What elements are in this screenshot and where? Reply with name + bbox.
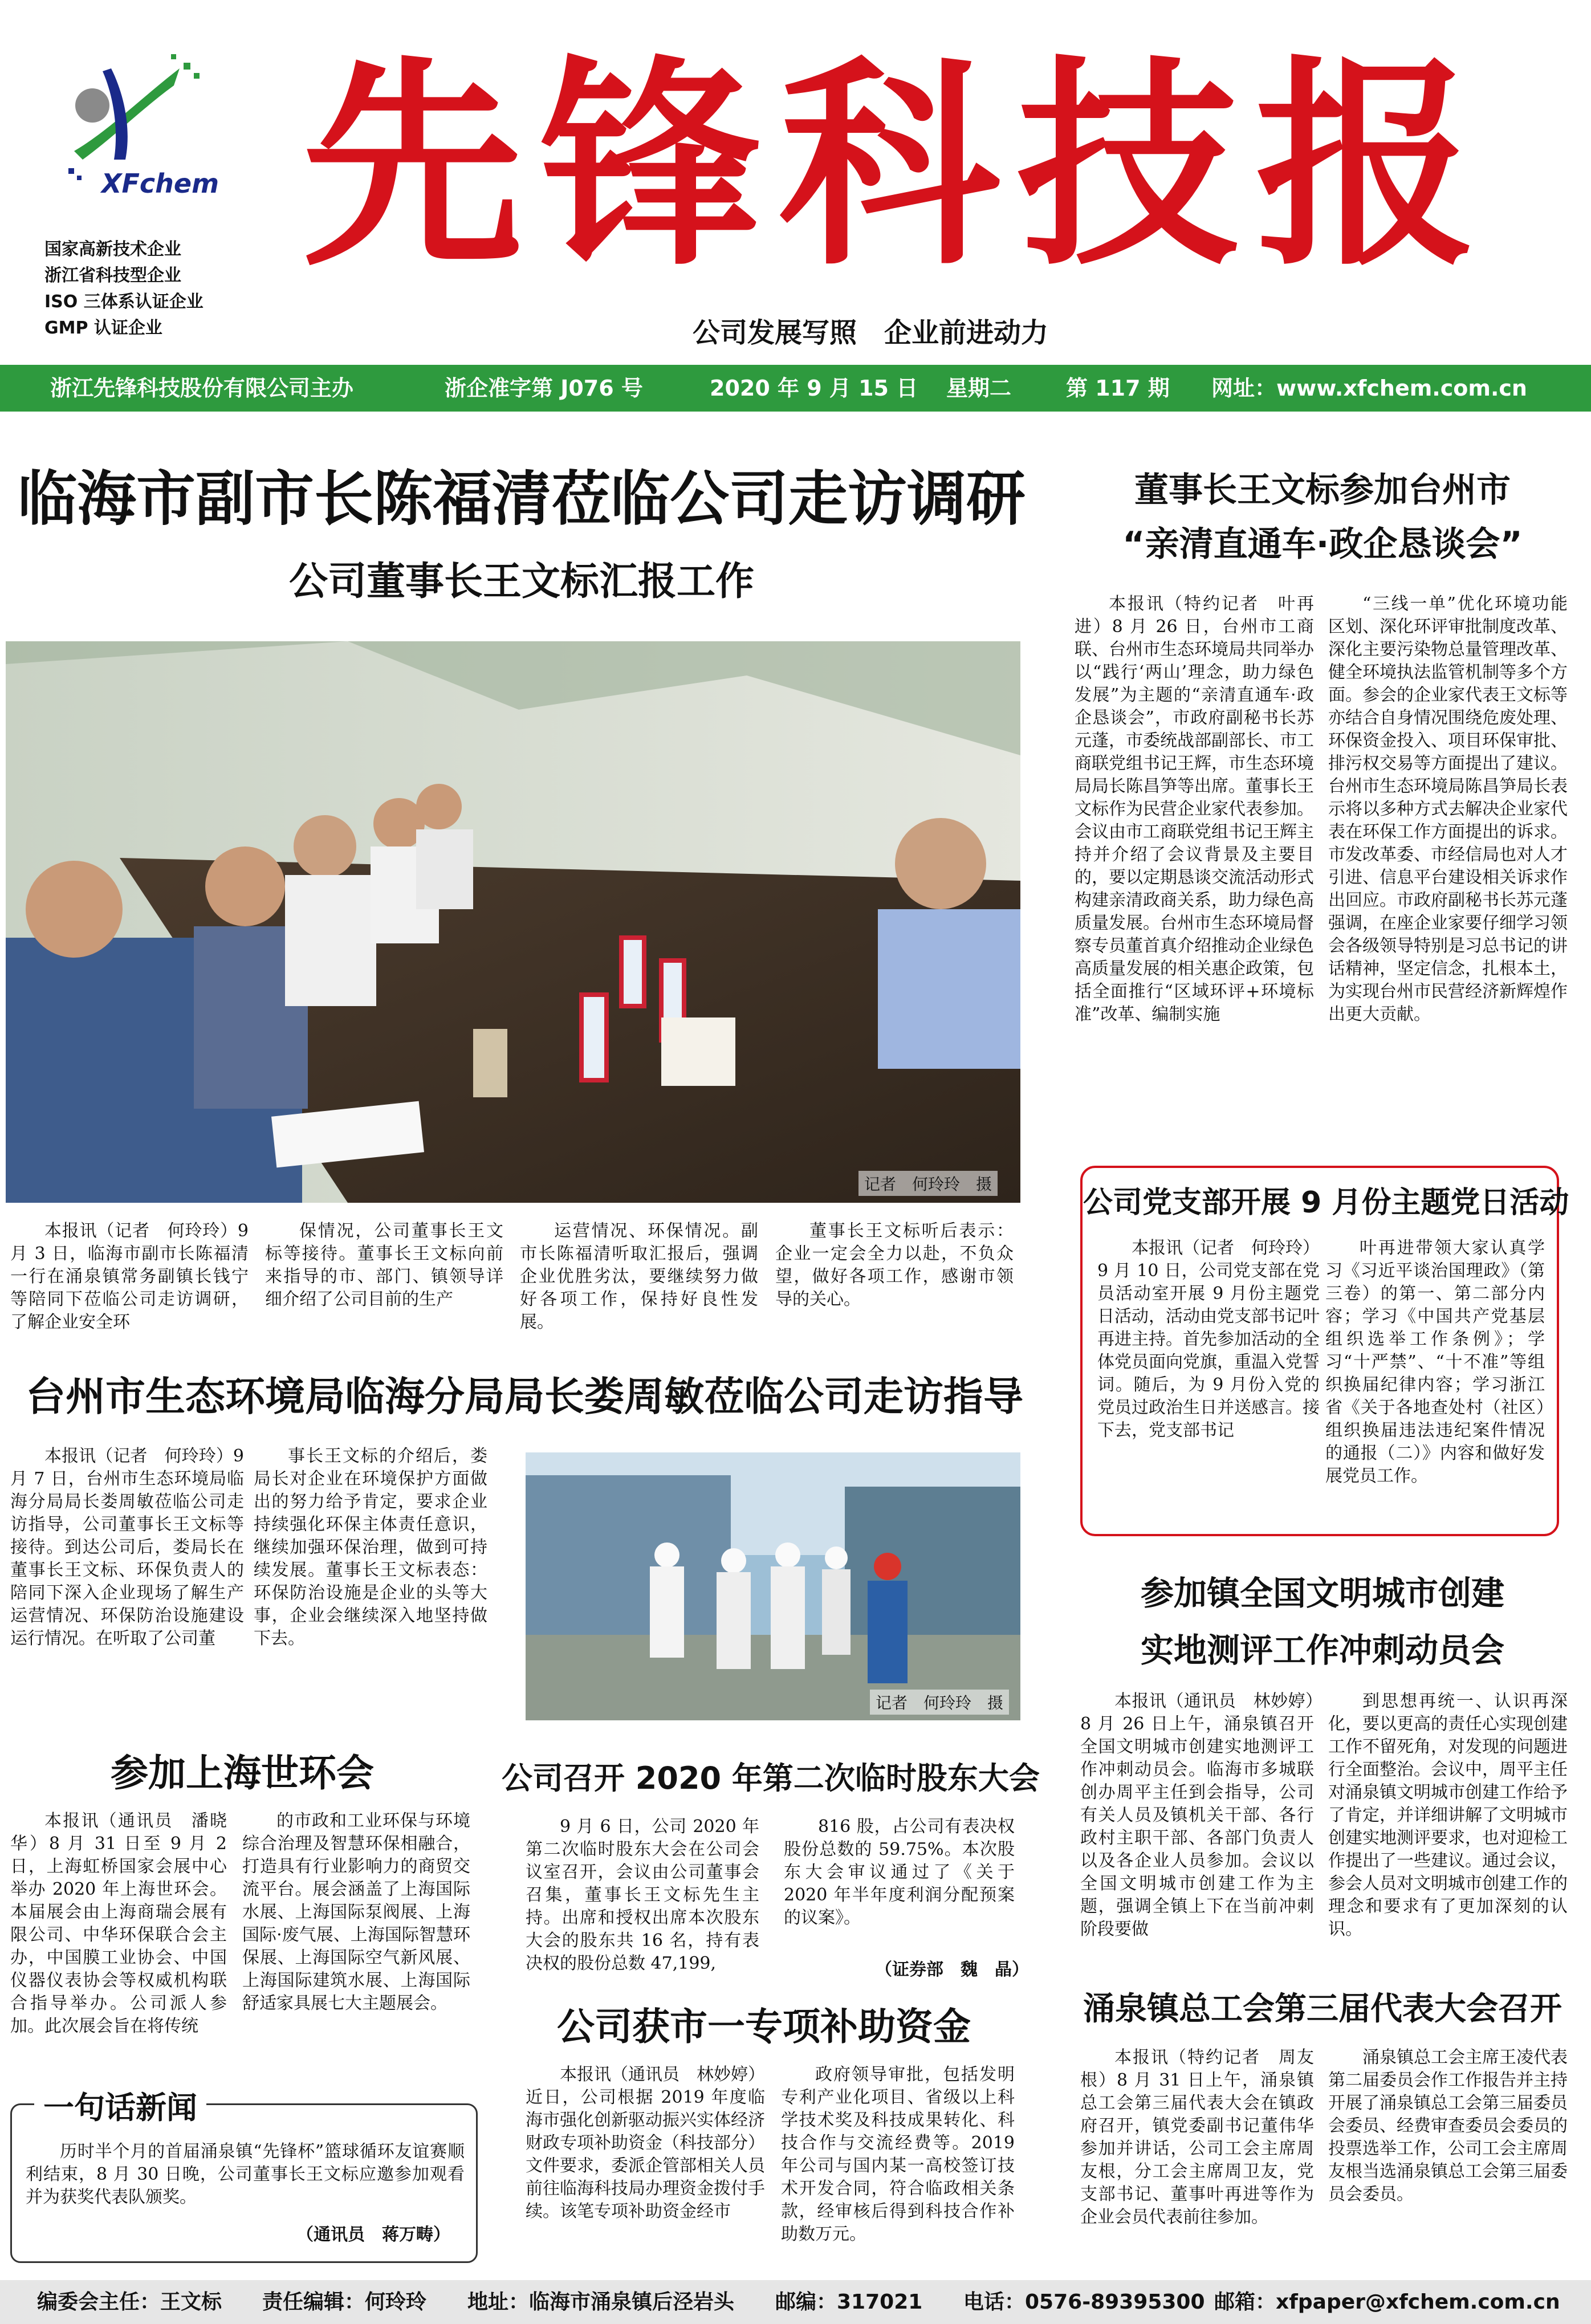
party-text-1: 本报讯（记者 何玲玲）9 月 10 日，公司党支部在党员活动室开展 9 月份主题党日活动，活动由党支部书记叶再进主持。首先参加活动的全体党员面向党旗，重温入党誓词。随后，为 9 月份入党的党员过政治生日并送感言。接下去，党支部书记 <box>1097 1238 1320 1440</box>
expo-text-1: 本报讯（通讯员 潘晓华）8 月 31 日至 9 月 2 日，上海虹桥国家会展中心举办 2020 年上海世环会。本届展会由上海商瑞会展有限公司、中华环保联合会主办，中国膜工业协会、中国仪器仪表协会等权威机构联合指导举办。公司派人参加。此次展会旨在将传统 <box>10 1811 227 2036</box>
meeting-photo-image <box>6 641 1020 1203</box>
qualification-item: GMP 认证企业 <box>44 318 162 338</box>
qualification-item: ISO 三体系认证企业 <box>44 292 204 312</box>
lead-text-1: 本报讯（记者 何玲玲）9 月 3 日，临海市副市长陈福清一行在涌泉镇常务副镇长钱宁等陪同下莅临公司走访调研，了解企业安全环 <box>10 1221 249 1332</box>
second-text-1: 本报讯（记者 何玲玲）9 月 7 日，台州市生态环境局临海分局局长娄周敏莅临公司走访指导，公司董事长王文标等接待。到达公司后，娄局长在董事长王文标、环保负责人的陪同下深入企业现场了解生产运营情况、环保防治设施建设运行情况。在听取了公司董 <box>10 1446 244 1649</box>
civil-text-1: 本报讯（通讯员 林妙婷）8 月 26 日上午，涌泉镇召开全国文明城市创建实地测评工作冲刺动员会。临海市多城联创办周平主任到会指导，公司有关人员及镇机关干部、各行政村主职干部、各部门负责人以及各企业人员参加。会议以全国文明城市创建工作为主题，强调全镇上下在当前冲刺阶段要做 <box>1080 1691 1314 1939</box>
site-visit-photo-image <box>526 1452 1020 1720</box>
logo <box>57 46 228 217</box>
union-column-1 <box>1080 2046 1314 2263</box>
party-text-2: 叶再进带领大家认真学习《习近平谈治国理政》（第三卷）的第一、第二部分内容；学习《中国共产党基层组织选举工作条例》；学习“十严禁”、“十不准”等组织换届纪律内容；学习浙江省《关于各地查处村（社区）组织换届违法违纪案件情况的通报（二）》内容和做好发展党员工作。 <box>1325 1238 1545 1486</box>
subsidy-column-2 <box>781 2063 1015 2263</box>
publisher: 浙江先锋科技股份有限公司主办 <box>50 376 354 401</box>
footer-postcode: 邮编：317021 <box>775 2290 923 2314</box>
footer-address: 地址：临海市涌泉镇后泾岩头 <box>467 2290 735 2314</box>
qualification-item: 浙江省科技型企业 <box>44 266 181 286</box>
expo-text-2: 的市政和工业环保与环境综合治理及智慧环保相融合，打造具有行业影响力的商贸交流平台。展会涵盖了上海国际水展、上海国际泵阀展、上海国际·废气展、上海国际智慧环保展、上海国际空气新风展、上海国际建筑水展、上海国际舒适家具展七大主题展会。 <box>242 1811 470 2013</box>
website: 网址：www.xfchem.com.cn <box>1211 376 1527 401</box>
shareholder-headline: 公司召开 2020 年第二次临时股东大会 <box>502 1760 1040 1796</box>
subsidy-text-2: 政府领导审批，包括发明专利产业化项目、省级以上科学技术奖及科技成果转化、科技合作与交流经费等。2019 年公司与国内某一高校签订技术开发合同，符合临政相关条款，经审核后得到科技合作补助数万元。 <box>781 2065 1015 2244</box>
news-box-byline: （通讯员 蒋万畴） <box>296 2225 450 2245</box>
lead-column-2 <box>265 1220 503 1311</box>
right-top-text-2: “三线一单”优化环境功能区划、深化环评审批制度改革、深化主要污染物总量管理改革、健全环境执法监管机制等多个方面。参会的企业家代表王文标等亦结合自身情况围绕危废处理、环保资金投入、项目环保审批、排污权交易等方面提出了建议。台州市生态环境局陈昌笋局长表示将以多种方式去解决企业家代表在环保工作方面提出的诉求。市发改革委、市经信局也对人才引进、信息平台建设相关诉求作出回应。市政府副秘书长苏元蓬强调，在座企业家要仔细学习领会各级领导特别是习总书记的讲话精神，坚定信念，扎根本土，为实现台州市民营经济新辉煌作出更大贡献。 <box>1328 594 1568 1024</box>
permit: 浙企准字第 J076 号 <box>445 376 643 401</box>
second-column-1 <box>10 1445 244 1713</box>
party-column-2 <box>1325 1237 1545 1522</box>
civil-column-2 <box>1328 1690 1568 1964</box>
second-photo-credit: 记者 何玲玲 摄 <box>870 1690 1009 1715</box>
lead-column-3 <box>520 1220 758 1332</box>
slogan: 公司发展写照 企业前进动力 <box>693 317 1049 349</box>
shareholder-text-1: 9 月 6 日，公司 2020 年第二次临时股东大会在公司会议室召开，会议由公司董事会召集，董事长王文标先生主持。出席和授权出席本次股东大会的股东共 16 名，持有表决权的股份总数 47,199, <box>526 1817 759 1973</box>
lead-photo <box>6 641 1020 1203</box>
qualification-item: 国家高新技术企业 <box>44 239 181 259</box>
news-box-body <box>26 2140 465 2209</box>
lead-photo-credit: 记者 何玲玲 摄 <box>858 1171 998 1196</box>
party-headline: 公司党支部开展 9 月份主题党日活动 <box>1083 1186 1569 1220</box>
civil-column-1 <box>1080 1690 1314 1964</box>
second-column-2 <box>254 1445 487 1713</box>
weekday: 星期二 <box>946 376 1012 401</box>
expo-headline: 参加上海世环会 <box>111 1751 374 1795</box>
right-top-text-1: 本报讯（特约记者 叶再进）8 月 26 日，台州市工商联、台州市生态环境局共同举办以“践行‘两山’理念，助力绿色发展”为主题的“亲清直通车·政企恳谈会”，市政府副秘书长苏元蓬，市委统战部副部长、市工商联党组书记王辉，市生态环境局局长陈昌笋等出席。董事长王文标作为民营企业家代表参加。会议由市工商联党组书记王辉主持并介绍了会议背景及主要目的，要以定期恳谈交流活动形式构建亲清政商关系，助力绿色高质量发展。台州市生态环境局督察专员董首真介绍推动企业绿色高质量发展的相关惠企政策，包括全面推行“区域环评+环境标准”改革、编制实施 <box>1075 594 1314 1024</box>
civil-headline-2: 实地测评工作冲刺动员会 <box>1140 1631 1504 1670</box>
shareholder-text-2: 816 股，占公司有表决权股份总数的 59.75%。本次股东大会审议通过了《关于 2020 年半年度利润分配预案的议案》。 <box>784 1817 1015 1928</box>
union-text-2: 涌泉镇总工会主席王凌代表第二届委员会作工作报告并主持开展了涌泉镇总工会第三届委员会委员、经费审查委员会委员的投票选举工作，公司工会主席周友根当选涌泉镇总工会第三届委员会委员。 <box>1328 2048 1568 2204</box>
right-top-headline-1: 董事长王文标参加台州市 <box>1134 470 1511 510</box>
union-text-1: 本报讯（特约记者 周友根）8 月 31 日上午，涌泉镇总工会第三届代表大会在镇政府召开，镇党委副书记董伟华参加并讲话，公司工会主席周友根，分工会主席周卫友，党支部书记、董事叶再进等作为企业会员代表前往参加。 <box>1080 2048 1314 2227</box>
footer-editor: 责任编辑：何玲玲 <box>262 2290 427 2314</box>
union-headline: 涌泉镇总工会第三届代表大会召开 <box>1083 1991 1562 2028</box>
news-box-text: 历时半个月的首届涌泉镇“先锋杯”篮球循环友谊赛顺利结束，8 月 30 日晚，公司董事长王文标应邀参加观看并为获奖代表队颁奖。 <box>26 2142 465 2207</box>
news-box-title: 一句话新闻 <box>34 2091 206 2125</box>
shareholder-column-2 <box>784 1816 1015 1930</box>
subsidy-column-1 <box>526 2063 765 2263</box>
second-text-2: 事长王文标的介绍后，娄局长对企业在环境保护方面做出的努力给予肯定，要求企业持续强化环保主体责任意识，继续加强环保治理，做到可持续发展。董事长王文标表态：环保防治设施是企业的头等大事，企业会继续深入地坚持做下去。 <box>254 1446 487 1649</box>
logo-text: XFchem <box>101 168 219 199</box>
party-column-1 <box>1097 1237 1320 1522</box>
footer-editor-in-chief: 编委会主任：王文标 <box>37 2290 222 2314</box>
lead-column-4 <box>775 1220 1014 1311</box>
lead-text-4: 董事长王文标听后表示：企业一定会全力以赴，不负众望，做好各项工作，感谢市领导的关心。 <box>775 1221 1014 1309</box>
lead-text-3: 运营情况、环保情况。副市长陈福清听取汇报后，强调企业优胜劣汰，要继续努力做好各项工作，保持好良性发展。 <box>520 1221 758 1332</box>
expo-column-2 <box>242 1810 470 2089</box>
civil-text-2: 到思想再统一、认识再深化，要以更高的责任心实现创建工作不留死角，对发现的问题进行全面整治。会议中，周平主任对涌泉镇文明城市创建工作给予了肯定，并详细讲解了文明城市创建实地测评要求，也对迎检工作提出了一些建议。通过会议，参会人员对文明城市创建工作的理念和要求有了更加深刻的认识。 <box>1328 1691 1568 1939</box>
footer-email: 邮箱：xfpaper@xfchem.com.cn <box>1214 2290 1560 2314</box>
shareholder-byline: （证券部 魏 晶） <box>875 1960 1029 1980</box>
shareholder-column-1 <box>526 1816 759 1981</box>
lead-text-2: 保情况，公司董事长王文标等接待。董事长王文标向前来指导的市、部门、镇领导详细介绍了公司目前的生产 <box>265 1221 503 1309</box>
footer-phone: 电话：0576-89395300 <box>963 2290 1205 2314</box>
right-top-column-2 <box>1328 593 1568 1140</box>
second-headline: 台州市生态环境局临海分局局长娄周敏莅临公司走访指导 <box>26 1373 1023 1420</box>
masthead-title: 先锋科技报 <box>302 35 1494 295</box>
civil-headline-1: 参加镇全国文明城市创建 <box>1140 1574 1504 1613</box>
expo-column-1 <box>10 1810 227 2089</box>
right-top-column-1 <box>1075 593 1314 1140</box>
subsidy-headline: 公司获市一专项补助资金 <box>557 2004 971 2049</box>
second-photo <box>526 1452 1020 1720</box>
issue-number: 第 117 期 <box>1066 376 1170 401</box>
lead-headline: 临海市副市长陈福清莅临公司走访调研 <box>17 464 1026 534</box>
qualifications <box>44 237 284 341</box>
footer-bar <box>0 2280 1591 2324</box>
union-column-2 <box>1328 2046 1568 2263</box>
info-bar <box>0 365 1591 412</box>
lead-column-1 <box>10 1220 249 1332</box>
issue-date: 2020 年 9 月 15 日 <box>710 376 918 401</box>
lead-subhead: 公司董事长王文标汇报工作 <box>288 559 754 604</box>
right-top-headline-2: “亲清直通车·政企恳谈会” <box>1122 524 1523 564</box>
subsidy-text-1: 本报讯（通讯员 林妙婷）近日，公司根据 2019 年度临海市强化创新驱动振兴实体经济财政专项补助资金（科技部分）文件要求，委派企管部相关人员前往临海科技局办理资金拨付手续。该笔专项补助资金经市 <box>526 2065 765 2221</box>
